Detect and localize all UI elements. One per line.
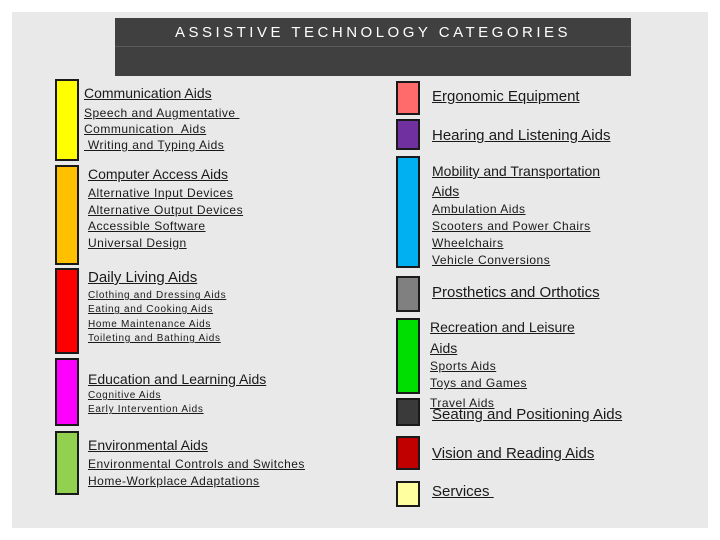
services-link[interactable]: Services <box>432 483 494 500</box>
universal-design-link[interactable]: Universal Design <box>88 236 187 250</box>
title-bar <box>115 18 631 76</box>
communication-aids-link[interactable]: Communication Aids <box>84 85 212 101</box>
ergonomic-color-swatch <box>396 81 420 115</box>
computer-color-bar <box>55 165 79 265</box>
travel-aids-link[interactable]: Travel Aids <box>430 396 495 410</box>
wheelchairs-link[interactable]: Wheelchairs <box>432 236 504 250</box>
page-title: ASSISTIVE TECHNOLOGY CATEGORIES <box>174 24 572 41</box>
communication-color-bar <box>55 79 79 161</box>
computer-access-link[interactable]: Computer Access Aids <box>88 166 229 182</box>
clothing-dressing-link[interactable]: Clothing and Dressing Aids <box>88 290 227 301</box>
ergonomic-equipment-link[interactable]: Ergonomic Equipment <box>432 88 580 105</box>
ambulation-aids-link[interactable]: Ambulation Aids <box>432 202 526 216</box>
toys-games-link[interactable]: Toys and Games <box>430 376 528 390</box>
vision-reading-link[interactable]: Vision and Reading Aids <box>432 445 595 462</box>
vision-color-swatch <box>396 436 420 470</box>
early-intervention-link[interactable]: Early Intervention Aids <box>88 404 204 415</box>
recreation-leisure-link-line2[interactable]: Aids <box>430 340 458 356</box>
writing-typing-link[interactable]: Writing and Typing Aids <box>84 138 225 152</box>
daily-living-link[interactable]: Daily Living Aids <box>88 269 198 286</box>
home-workplace-link[interactable]: Home-Workplace Adaptations <box>88 474 260 488</box>
alt-output-link[interactable]: Alternative Output Devices <box>88 203 244 217</box>
sports-aids-link[interactable]: Sports Aids <box>430 359 497 373</box>
eating-cooking-link[interactable]: Eating and Cooking Aids <box>88 304 214 315</box>
environmental-aids-link[interactable]: Environmental Aids <box>88 437 208 453</box>
environmental-controls-link[interactable]: Environmental Controls and Switches <box>88 457 305 471</box>
mobility-color-swatch <box>396 156 420 268</box>
hearing-color-swatch <box>396 119 420 150</box>
toileting-bathing-link[interactable]: Toileting and Bathing Aids <box>88 333 221 344</box>
daily-living-color-bar <box>55 268 79 354</box>
seating-color-swatch <box>396 398 420 426</box>
vehicle-conversions-link[interactable]: Vehicle Conversions <box>432 253 551 267</box>
communication-aids-sub-link[interactable]: Communication Aids <box>84 122 207 136</box>
speech-augmentative-link[interactable]: Speech and Augmentative <box>84 106 240 120</box>
hearing-listening-link[interactable]: Hearing and Listening Aids <box>432 127 611 144</box>
education-learning-link[interactable]: Education and Learning Aids <box>88 371 267 387</box>
mobility-transportation-link-line2[interactable]: Aids <box>432 183 460 199</box>
prosthetics-color-swatch <box>396 276 420 312</box>
services-color-swatch <box>396 481 420 507</box>
mobility-transportation-link[interactable]: Mobility and Transportation <box>432 163 601 179</box>
home-maintenance-link[interactable]: Home Maintenance Aids <box>88 319 212 330</box>
accessible-software-link[interactable]: Accessible Software <box>88 219 206 233</box>
alt-input-link[interactable]: Alternative Input Devices <box>88 186 234 200</box>
education-color-bar <box>55 358 79 426</box>
environmental-color-bar <box>55 431 79 495</box>
title-divider <box>115 46 631 47</box>
recreation-leisure-link[interactable]: Recreation and Leisure <box>430 319 575 335</box>
scooters-power-chairs-link[interactable]: Scooters and Power Chairs <box>432 219 591 233</box>
cognitive-aids-link[interactable]: Cognitive Aids <box>88 390 162 401</box>
prosthetics-orthotics-link[interactable]: Prosthetics and Orthotics <box>432 284 600 301</box>
seating-positioning-link[interactable]: Seating and Positioning Aids <box>432 406 623 423</box>
recreation-color-swatch <box>396 318 420 394</box>
